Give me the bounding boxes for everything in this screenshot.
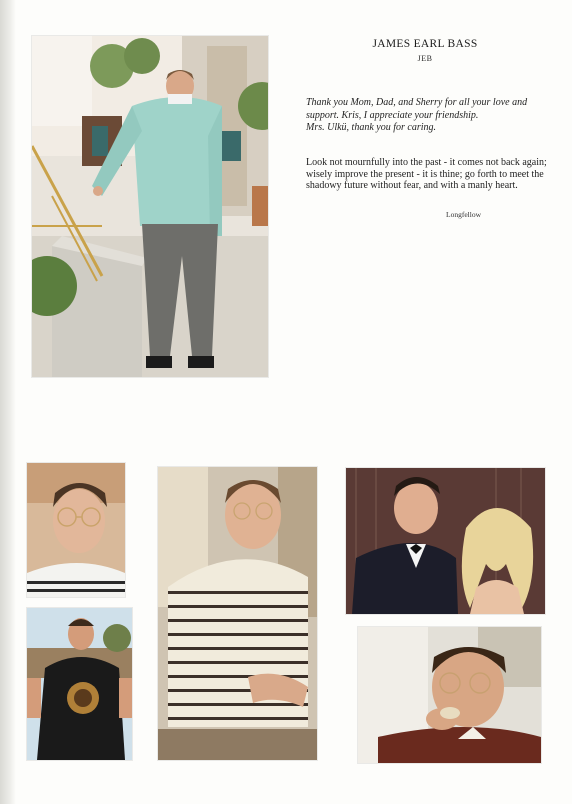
dedication-line-teacher: Mrs. Ulkü, thank you for caring. xyxy=(306,122,436,133)
dedication-line-family: Thank you Mom, Dad, and Sherry for all your love and support. Kris, I appreciate your friendship. xyxy=(306,97,528,121)
photo-striped-shirt xyxy=(158,467,317,760)
senior-quote: Look not mournfully into the past - it comes not back again; wisely improve the present - it is thine; go forth to meet the shadowy future without fear, and with a manly heart. xyxy=(306,157,547,191)
dedication-text xyxy=(306,97,556,135)
student-initials: JEB xyxy=(417,54,433,63)
page-spine-shadow xyxy=(0,0,16,804)
quote-attribution: Longfellow xyxy=(446,210,481,219)
photo-eating-closeup xyxy=(358,627,541,763)
main-portrait-photo xyxy=(32,36,268,377)
photo-formal-tuxedo xyxy=(346,468,545,614)
student-name: JAMES EARL BASS xyxy=(372,38,478,50)
photo-black-tshirt xyxy=(27,608,132,760)
photo-closeup-glasses xyxy=(27,463,125,597)
